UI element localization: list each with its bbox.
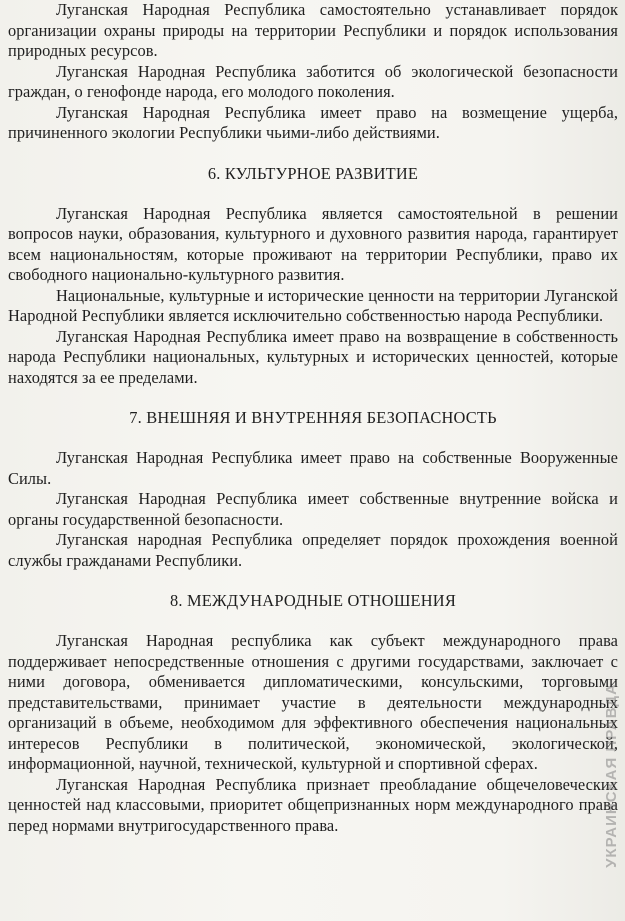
- paragraph: Луганская Народная Республика самостоятельно устанавливает порядок организации охраны природы на территории Республики и порядок использования природных ресурсов.: [8, 0, 618, 60]
- section-heading-security: 7. ВНЕШНЯЯ И ВНУТРЕННЯЯ БЕЗОПАСНОСТЬ: [129, 408, 497, 427]
- paragraph: Луганская Народная Республика признает преобладание общечеловеческих ценностей над классовыми, приоритет общепризнанных норм международного права перед нормами внутригосударственного права.: [8, 774, 618, 835]
- paragraph: Луганская Народная Республика заботится об экологической безопасности граждан, о генофонде народа, его молодого поколения.: [8, 61, 618, 101]
- section-international-relations: [8, 631, 618, 836]
- paragraph: Луганская Народная Республика имеет право на возвращение в собственность народа Республики национальных, культурных и исторических ценностей, которые находятся за ее пределами.: [8, 326, 618, 387]
- document-content: [8, 0, 618, 836]
- ecology-section-tail: [8, 0, 618, 144]
- section-cultural-development: [8, 204, 618, 389]
- section-heading-cultural-development: 6. КУЛЬТУРНОЕ РАЗВИТИЕ: [207, 163, 419, 183]
- paragraph: Национальные, культурные и исторические ценности на территории Луганской Народной Республики является исключительно собственностью народа Республики.: [8, 285, 618, 325]
- paragraph: Луганская Народная Республика имеет право на собственные Вооруженные Силы.: [8, 448, 618, 488]
- watermark-text: УКРАИНСКАЯ ПРАВДА: [602, 682, 620, 868]
- paragraph: Луганская народная Республика определяет порядок прохождения военной службы гражданами Республики.: [8, 530, 618, 570]
- section-security: [8, 448, 618, 571]
- paragraph: Луганская Народная Республика является самостоятельной в решении вопросов науки, образования, культурного и духовного развития народа, гарантирует всем национальностям, которые проживают на территории Республики, право их свободного национально-культурного развития.: [8, 203, 618, 284]
- watermark: [600, 640, 622, 910]
- section-heading-international-relations: 8. МЕЖДУНАРОДНЫЕ ОТНОШЕНИЯ: [170, 591, 456, 610]
- paragraph: Луганская Народная Республика имеет право на возмещение ущерба, причиненного экологии Республики чьими-либо действиями.: [8, 102, 618, 142]
- paragraph: Луганская Народная Республика имеет собственные внутренние войска и органы государственной безопасности.: [8, 489, 618, 529]
- paragraph: Луганская Народная республика как субъект международного права поддерживает непосредственные отношения с другими государствами, заключает с ними договора, обменивается дипломатическими, консульскими, торговыми представительствами, принимает участие в деятельности международных организаций в объеме, необходимом для эффективного обеспечения национальных интересов Республики в политической, экономической, экологической, информационной, научной, технической, культурной и спортивной сферах.: [8, 631, 618, 773]
